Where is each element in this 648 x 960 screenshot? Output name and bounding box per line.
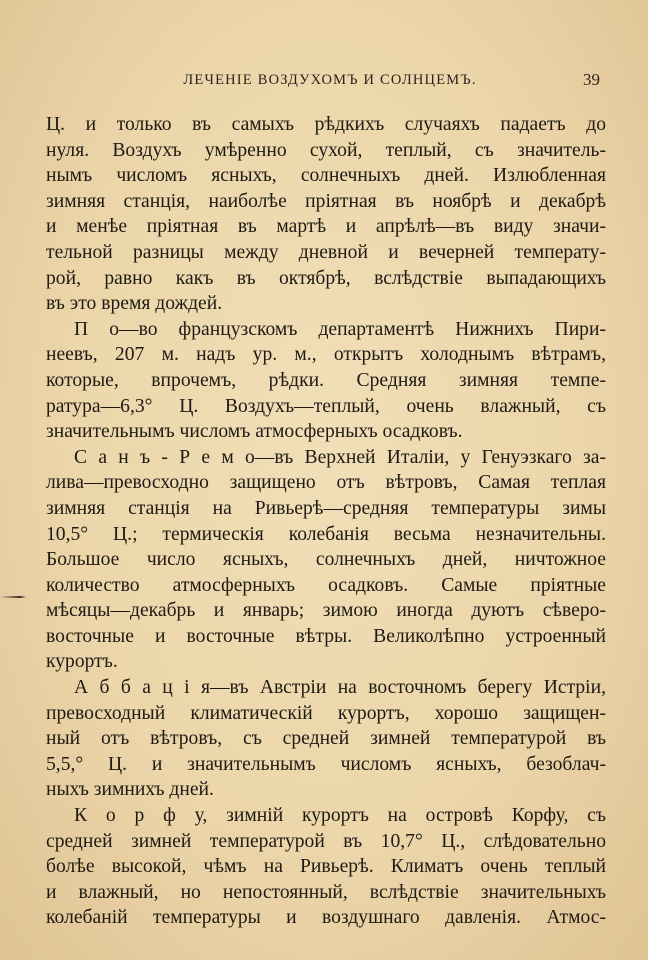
text-line: ныхъ зимнихъ дней.: [46, 779, 214, 801]
text-line: значительнымъ числомъ атмосферныхъ осадковъ.: [46, 421, 463, 443]
text-line: которые, впрочемъ, рѣдки. Средняя зимняя темпе-: [46, 369, 606, 391]
pencil-mark-icon: [0, 594, 26, 600]
text-line: и менѣе пріятная въ мартѣ и апрѣлѣ—въ виду значи-: [46, 216, 606, 238]
text-line: Большое число ясныхъ, солнечныхъ дней, ничтожное: [46, 549, 606, 571]
text-line: нымъ числомъ ясныхъ, солнечныхъ дней. Излюбленная: [46, 165, 606, 187]
text-line: Ц. и только въ самыхъ рѣдкихъ случаяхъ падаетъ до: [46, 114, 606, 135]
text-line: 10,5° Ц.; термическія колебанія весьма незначительны.: [46, 523, 606, 545]
text-line: и влажный, но непостоянный, вслѣдствіе значительныхъ: [46, 881, 606, 903]
page-body: [46, 112, 606, 931]
text-line: неевъ, 207 м. надъ ур. м., открытъ холоднымъ вѣтрамъ,: [46, 344, 606, 366]
text-line: нуля. Воздухъ умѣренно сухой, теплый, съ значитель-: [46, 139, 606, 161]
text-line: 5,5,° Ц. и значительнымъ числомъ ясныхъ, безоблач-: [46, 753, 606, 775]
paragraph-start-abbazia: А б б а ц і я—въ Австріи на восточномъ берегу Истріи,: [74, 677, 606, 699]
text-line: ный отъ вѣтровъ, съ средней зимней температурой въ: [46, 728, 606, 750]
text-line: курортъ.: [46, 651, 118, 673]
page-number: 39: [583, 70, 600, 89]
text-line: средней зимней температурой въ 10,7° Ц., слѣдовательно: [46, 830, 606, 852]
text-line: болѣе высокой, чѣмъ на Ривьерѣ. Климатъ очень теплый: [46, 856, 606, 878]
text-line: ратура—6,3° Ц. Воздухъ—теплый, очень влажный, съ: [46, 395, 606, 417]
text-line: зимняя станція, наиболѣе пріятная въ ноябрѣ и декабрѣ: [46, 190, 606, 212]
text-line: колебаній температуры и воздушнаго давленія. Атмос-: [46, 907, 606, 929]
paragraph-start-san-remo: С а н ъ - Р е м о—въ Верхней Италіи, у Генуэзкаго за-: [74, 446, 606, 468]
text-line: превосходный климатическій курортъ, хорошо защищен-: [46, 702, 606, 724]
text-line: лива—превосходно защищено отъ вѣтровъ, Самая теплая: [46, 472, 606, 494]
text-line: мѣсяцы—декабрь и январь; зимою иногда дуютъ сѣверо-: [46, 600, 606, 622]
page-header: [0, 66, 648, 96]
text-line: зимняя станція на Ривьерѣ—средняя температуры зимы: [46, 497, 606, 519]
paragraph-start-pau: П о—во французскомъ департаментѣ Нижнихъ Пири-: [74, 318, 606, 340]
paragraph-start-corfu: К о р ф у, зимній курортъ на островѣ Корфу, съ: [74, 805, 606, 827]
text-line: восточные и восточные вѣтры. Великолѣпно устроенный: [46, 625, 606, 647]
running-head: ЛЕЧЕНIЕ ВОЗДУХОМЪ И СОЛНЦЕМЪ.: [183, 72, 477, 88]
text-line: тельной разницы между дневной и вечерней температу-: [46, 241, 606, 263]
text-line: количество атмосферныхъ осадковъ. Самые пріятные: [46, 574, 606, 596]
text-line: рой, равно какъ въ октябрѣ, вслѣдствіе выпадающихъ: [46, 267, 606, 289]
text-line: въ это время дождей.: [46, 293, 223, 315]
